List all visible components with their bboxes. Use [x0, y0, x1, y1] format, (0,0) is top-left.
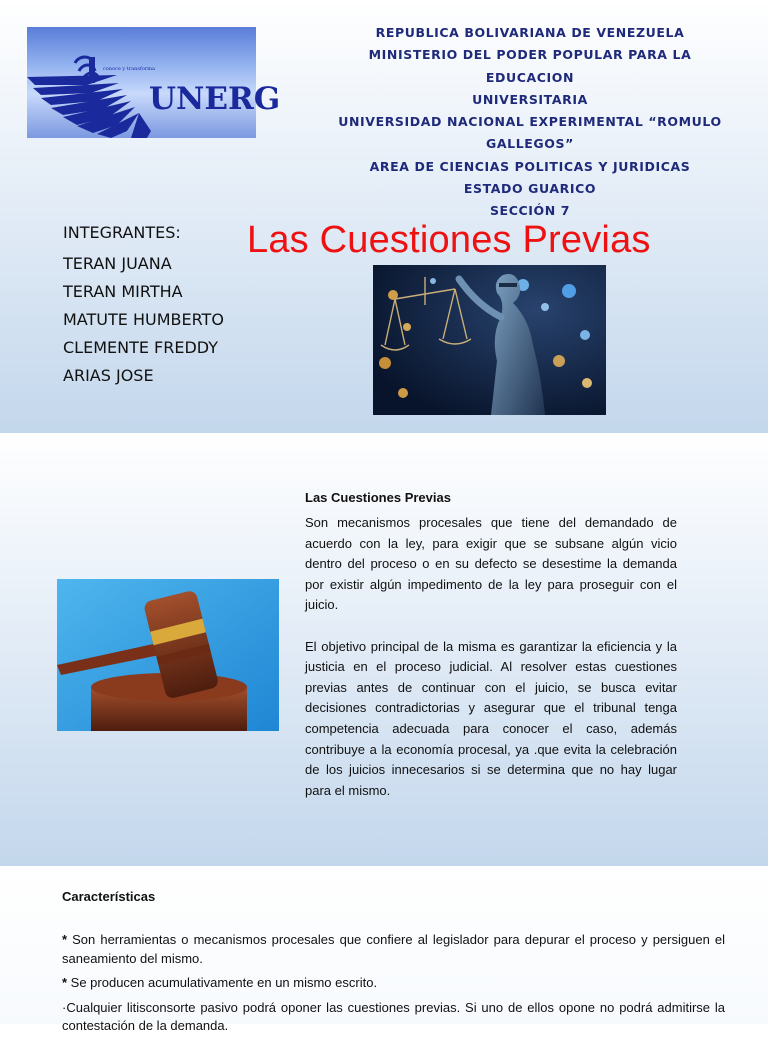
header-line: MINISTERIO DEL PODER POPULAR PARA LA EDUCACION [368, 47, 692, 85]
member-name: TERAN JUANA [63, 254, 172, 273]
header-line: ESTADO GUARICO [463, 181, 597, 197]
slide-definition [0, 434, 768, 866]
member-name: MATUTE HUMBERTO [63, 310, 224, 329]
lady-justice-image [373, 265, 606, 415]
presentation-title: Las Cuestiones Previas [247, 219, 651, 261]
list-item [62, 999, 725, 1036]
definition-text [305, 513, 677, 801]
members-list [63, 222, 224, 390]
header-line: UNIVERSITARIA [472, 91, 588, 107]
gavel-image [57, 579, 279, 731]
members-label: INTEGRANTES: [63, 223, 181, 242]
paragraph: El objetivo principal de la misma es garantizar la eficiencia y la justicia en el proceso judicial. Al resolver estas cuestiones previas antes de continuar con el juicio, se busca evitar decisiones contradictorias y asegurar que el tribunal tenga competencia adecuada para conocer el caso, además contribuye a la economía procesal, ya .que evita la celebración de los juicios innecesarios si se determina que no hay lugar para el mismo. [305, 638, 677, 798]
logo-text: UNERG [149, 81, 281, 117]
item-text: Se producen acumulativamente en un mismo escrito. [67, 975, 378, 991]
paragraph: Son mecanismos procesales que tiene del demandado de acuerdo con la ley, para exigir que se subsane algún vicio dentro del proceso o en su defecto se desestime la demanda por existir algún impedimento de la ley para proseguir con el juicio. [305, 515, 677, 613]
bullet: * [62, 932, 68, 947]
institution-header [330, 22, 730, 223]
item-text: Cualquier litisconsorte pasivo podrá oponer las cuestiones previas. Si uno de ellos opone no podrá admitirse la contestación de la demanda. [62, 999, 725, 1034]
eagle-logo-icon [27, 27, 281, 138]
bullet: * [62, 975, 68, 991]
header-line: GALLEGOS” [486, 136, 574, 152]
list-item [62, 931, 725, 968]
slide-cover [0, 0, 768, 433]
list-item [62, 974, 725, 993]
unerg-logo [27, 27, 281, 138]
header-line: UNIVERSIDAD NACIONAL EXPERIMENTAL “ROMULO [338, 114, 722, 130]
header-line: SECCIÓN 7 [489, 203, 571, 219]
member-name: CLEMENTE FREDDY [63, 338, 219, 357]
bullet: · [62, 999, 67, 1015]
characteristics-list [62, 931, 725, 1042]
item-text: Son herramientas o mecanismos procesales que confiere al legislador para depurar el proceso y persiguen el saneamiento del mismo. [62, 932, 725, 966]
header-line: AREA DE CIENCIAS POLITICAS Y JURIDICAS [369, 158, 691, 174]
section-heading: Características [62, 889, 156, 904]
header-line: REPUBLICA BOLIVARIANA DE VENEZUELA [375, 25, 685, 40]
member-name: TERAN MIRTHA [63, 282, 183, 301]
slide-characteristics [0, 867, 768, 1034]
section-heading: Las Cuestiones Previas [305, 490, 451, 505]
member-name: ARIAS JOSE [63, 366, 154, 385]
logo-small-text: conoce y transforma [103, 66, 155, 72]
